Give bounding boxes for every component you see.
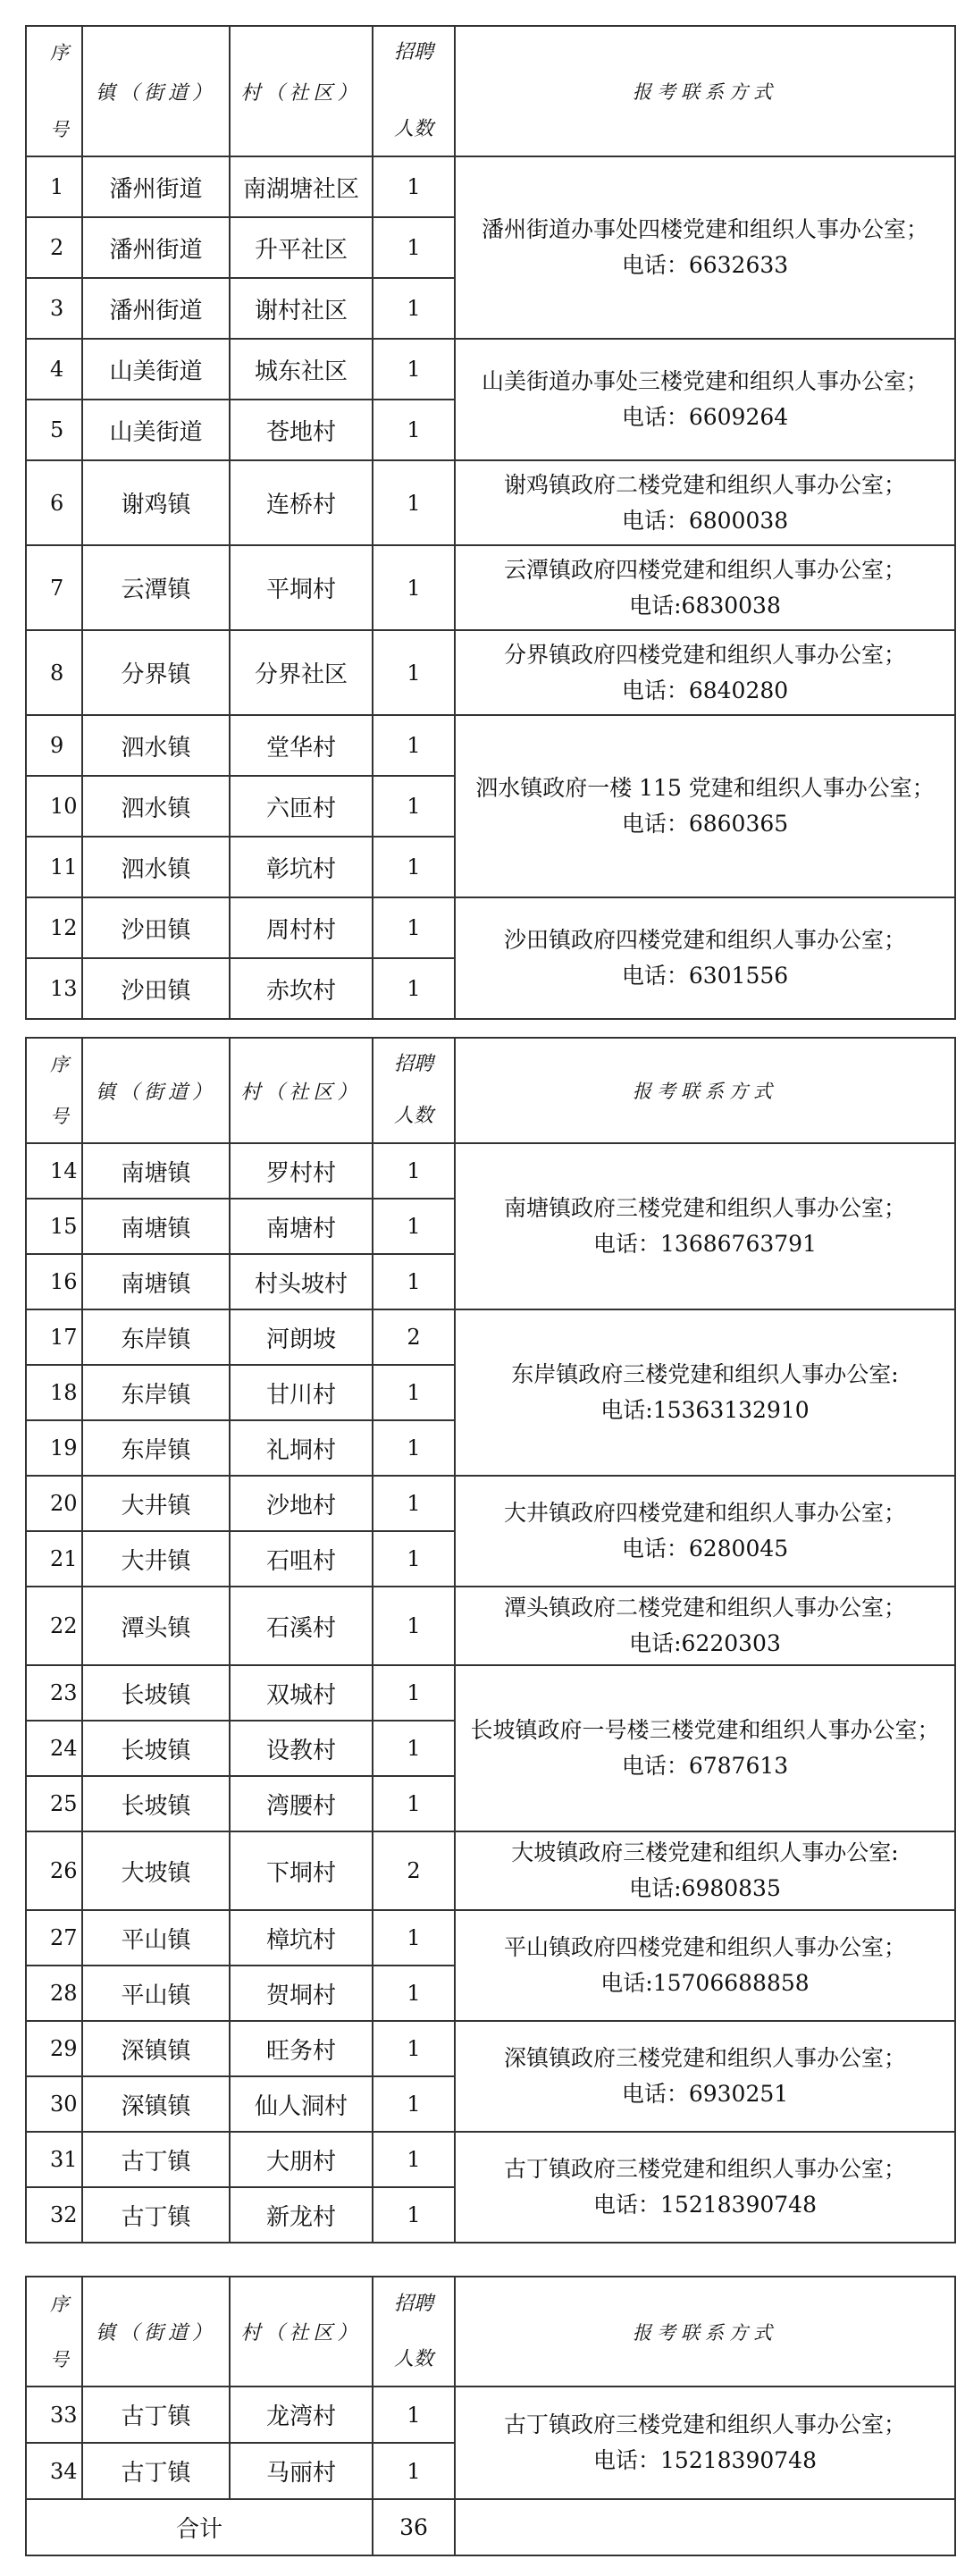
town-cell: 分界镇	[82, 630, 230, 715]
count-cell: 1	[373, 2132, 455, 2187]
contact-cell	[455, 2132, 955, 2243]
village-cell: 新龙村	[230, 2187, 373, 2243]
town-cell: 山美街道	[82, 339, 230, 400]
contact-office: 长坡镇政府一号楼三楼党建和组织人事办公室；	[470, 1717, 940, 1743]
count-cell: 1	[373, 1776, 455, 1831]
contact-cell	[455, 1831, 955, 1910]
village-cell: 礼垌村	[230, 1420, 373, 1476]
contact-phone: 电话：6787613	[621, 1753, 789, 1779]
town-cell: 东岸镇	[82, 1420, 230, 1476]
village-cell: 六匝村	[230, 776, 373, 837]
header-serial-cell	[26, 1038, 82, 1143]
table-row	[26, 545, 955, 630]
town-cell: 长坡镇	[82, 1665, 230, 1721]
count-cell: 1	[373, 776, 455, 837]
contact-cell	[455, 1143, 955, 1309]
header-town: 镇（街道）	[82, 26, 230, 156]
contact-office: 古丁镇政府三楼党建和组织人事办公室；	[503, 2156, 906, 2182]
count-cell: 1	[373, 1143, 455, 1199]
header-serial-cell	[26, 26, 82, 156]
village-cell: 下垌村	[230, 1831, 373, 1910]
town-cell: 古丁镇	[82, 2387, 230, 2443]
header-count-1: 招聘	[393, 1053, 433, 1075]
village-cell: 赤坎村	[230, 958, 373, 1019]
contact-phone: 电话：6632633	[621, 252, 789, 278]
recruitment-table-1	[25, 25, 956, 1020]
header-count-2: 人数	[393, 2347, 433, 2370]
table-row	[26, 715, 955, 776]
contact-phone: 电话：6840280	[621, 677, 789, 703]
count-cell: 1	[373, 715, 455, 776]
count-cell: 1	[373, 1254, 455, 1309]
serial-cell: 6	[26, 460, 82, 545]
serial-cell: 10	[26, 776, 82, 837]
village-cell: 分界社区	[230, 630, 373, 715]
table-row	[26, 897, 955, 958]
village-cell: 谢村社区	[230, 278, 373, 339]
count-cell: 1	[373, 1966, 455, 2021]
village-cell: 大朋村	[230, 2132, 373, 2187]
village-cell: 马丽村	[230, 2443, 373, 2499]
contact-office: 潭头镇政府二楼党建和组织人事办公室；	[503, 1595, 906, 1621]
serial-cell: 18	[26, 1365, 82, 1420]
count-cell: 1	[373, 545, 455, 630]
town-cell: 长坡镇	[82, 1776, 230, 1831]
village-cell: 石溪村	[230, 1587, 373, 1665]
town-cell: 泗水镇	[82, 837, 230, 897]
contact-cell	[455, 2021, 955, 2132]
count-cell: 1	[373, 156, 455, 217]
village-cell: 升平社区	[230, 217, 373, 278]
header-count-1: 招聘	[393, 2292, 433, 2315]
count-cell: 1	[373, 1420, 455, 1476]
village-cell: 南塘村	[230, 1199, 373, 1254]
serial-cell: 29	[26, 2021, 82, 2076]
serial-cell: 9	[26, 715, 82, 776]
total-label: 合计	[26, 2499, 373, 2555]
table-row	[26, 1587, 955, 1665]
village-cell: 双城村	[230, 1665, 373, 1721]
count-cell: 1	[373, 1665, 455, 1721]
contact-phone: 电话：6930251	[621, 2081, 789, 2107]
count-cell: 1	[373, 1587, 455, 1665]
village-cell: 罗村村	[230, 1143, 373, 1199]
count-cell: 2	[373, 1309, 455, 1365]
town-cell: 大坡镇	[82, 1831, 230, 1910]
contact-office: 山美街道办事处三楼党建和组织人事办公室；	[481, 368, 928, 394]
header-village: 村（社区）	[230, 26, 373, 156]
contact-phone: 电话:6980835	[629, 1875, 781, 1901]
header-town: 镇（街道）	[82, 1038, 230, 1143]
village-cell: 周村村	[230, 897, 373, 958]
serial-cell: 34	[26, 2443, 82, 2499]
serial-cell: 22	[26, 1587, 82, 1665]
table-row	[26, 2021, 955, 2076]
recruitment-table-3	[25, 2276, 956, 2556]
village-cell: 设教村	[230, 1721, 373, 1776]
count-cell: 1	[373, 958, 455, 1019]
count-cell: 1	[373, 1910, 455, 1966]
town-cell: 山美街道	[82, 400, 230, 460]
village-cell: 贺垌村	[230, 1966, 373, 2021]
town-cell: 沙田镇	[82, 897, 230, 958]
count-cell: 1	[373, 217, 455, 278]
table-row	[26, 1476, 955, 1531]
village-cell: 沙地村	[230, 1476, 373, 1531]
contact-cell	[455, 1309, 955, 1476]
count-cell: 1	[373, 837, 455, 897]
serial-cell: 30	[26, 2076, 82, 2132]
town-cell: 潘州街道	[82, 217, 230, 278]
count-cell: 1	[373, 2187, 455, 2243]
serial-cell: 2	[26, 217, 82, 278]
table-row	[26, 156, 955, 217]
serial-cell: 24	[26, 1721, 82, 1776]
count-cell: 1	[373, 460, 455, 545]
town-cell: 古丁镇	[82, 2443, 230, 2499]
town-cell: 潘州街道	[82, 156, 230, 217]
village-cell: 苍地村	[230, 400, 373, 460]
contact-cell	[455, 1665, 955, 1831]
count-cell: 1	[373, 1365, 455, 1420]
header-count-2: 人数	[393, 1105, 433, 1127]
serial-cell: 12	[26, 897, 82, 958]
count-cell: 1	[373, 1721, 455, 1776]
serial-cell: 17	[26, 1309, 82, 1365]
count-cell: 2	[373, 1831, 455, 1910]
town-cell: 平山镇	[82, 1910, 230, 1966]
serial-cell: 1	[26, 156, 82, 217]
contact-phone: 电话：13686763791	[593, 1231, 817, 1257]
serial-cell: 15	[26, 1199, 82, 1254]
serial-cell: 25	[26, 1776, 82, 1831]
total-blank-cell	[455, 2499, 955, 2555]
count-cell: 1	[373, 630, 455, 715]
contact-office: 东岸镇政府三楼党建和组织人事办公室:	[511, 1361, 899, 1387]
recruitment-table-2	[25, 1037, 956, 2243]
town-cell: 深镇镇	[82, 2021, 230, 2076]
village-cell: 城东社区	[230, 339, 373, 400]
serial-cell: 27	[26, 1910, 82, 1966]
serial-cell: 4	[26, 339, 82, 400]
village-cell: 堂华村	[230, 715, 373, 776]
serial-cell: 28	[26, 1966, 82, 2021]
contact-cell	[455, 545, 955, 630]
village-cell: 连桥村	[230, 460, 373, 545]
contact-cell	[455, 1910, 955, 2021]
town-cell: 泗水镇	[82, 715, 230, 776]
contact-cell	[455, 897, 955, 1019]
village-cell: 樟坑村	[230, 1910, 373, 1966]
header-serial-2: 号	[50, 1106, 69, 1127]
contact-office: 泗水镇政府一楼 115 党建和组织人事办公室；	[475, 775, 935, 801]
contact-cell	[455, 339, 955, 460]
contact-phone: 电话:15706688858	[600, 1970, 810, 1996]
village-cell: 湾腰村	[230, 1776, 373, 1831]
serial-cell: 26	[26, 1831, 82, 1910]
contact-office: 大井镇政府四楼党建和组织人事办公室；	[503, 1500, 906, 1526]
count-cell: 1	[373, 1199, 455, 1254]
contact-cell	[455, 1587, 955, 1665]
village-cell: 旺务村	[230, 2021, 373, 2076]
serial-cell: 20	[26, 1476, 82, 1531]
town-cell: 南塘镇	[82, 1143, 230, 1199]
village-cell: 石咀村	[230, 1531, 373, 1587]
header-village: 村（社区）	[230, 2277, 373, 2387]
count-cell: 1	[373, 2076, 455, 2132]
town-cell: 南塘镇	[82, 1199, 230, 1254]
total-value: 36	[373, 2499, 455, 2555]
header-village: 村（社区）	[230, 1038, 373, 1143]
table-row	[26, 1309, 955, 1365]
count-cell: 1	[373, 2021, 455, 2076]
village-cell: 河朗坡	[230, 1309, 373, 1365]
count-cell: 1	[373, 400, 455, 460]
town-cell: 大井镇	[82, 1476, 230, 1531]
contact-phone: 电话:6830038	[629, 592, 781, 619]
town-cell: 东岸镇	[82, 1365, 230, 1420]
town-cell: 大井镇	[82, 1531, 230, 1587]
town-cell: 沙田镇	[82, 958, 230, 1019]
serial-cell: 21	[26, 1531, 82, 1587]
contact-office: 古丁镇政府三楼党建和组织人事办公室；	[503, 2412, 906, 2437]
contact-cell	[455, 715, 955, 897]
serial-cell: 31	[26, 2132, 82, 2187]
table-row	[26, 1665, 955, 1721]
contact-office: 潘州街道办事处四楼党建和组织人事办公室；	[481, 216, 928, 242]
town-cell: 平山镇	[82, 1966, 230, 2021]
contact-office: 南塘镇政府三楼党建和组织人事办公室；	[503, 1195, 906, 1221]
count-cell: 1	[373, 278, 455, 339]
town-cell: 南塘镇	[82, 1254, 230, 1309]
table-row	[26, 2387, 955, 2443]
contact-phone: 电话:15363132910	[600, 1397, 810, 1423]
header-count-cell	[373, 1038, 455, 1143]
count-cell: 1	[373, 339, 455, 400]
header-town: 镇（街道）	[82, 2277, 230, 2387]
total-row	[26, 2499, 955, 2555]
village-cell: 仙人洞村	[230, 2076, 373, 2132]
table-row	[26, 1831, 955, 1910]
contact-office: 云潭镇政府四楼党建和组织人事办公室；	[503, 556, 906, 583]
header-count-cell	[373, 26, 455, 156]
town-cell: 古丁镇	[82, 2132, 230, 2187]
serial-cell: 32	[26, 2187, 82, 2243]
contact-cell	[455, 630, 955, 715]
contact-office: 谢鸡镇政府二楼党建和组织人事办公室；	[503, 471, 906, 498]
village-cell: 甘川村	[230, 1365, 373, 1420]
header-serial-2: 号	[50, 119, 69, 140]
town-cell: 长坡镇	[82, 1721, 230, 1776]
contact-phone: 电话：15218390748	[593, 2192, 817, 2218]
serial-cell: 14	[26, 1143, 82, 1199]
contact-cell	[455, 1476, 955, 1587]
header-serial-1: 序	[50, 1054, 69, 1075]
count-cell: 1	[373, 2443, 455, 2499]
contact-phone: 电话：6800038	[621, 507, 789, 534]
header-contact: 报考联系方式	[455, 1038, 955, 1143]
header-row	[26, 2277, 955, 2387]
contact-phone: 电话：6860365	[621, 811, 789, 837]
contact-phone: 电话：6609264	[621, 404, 789, 430]
header-serial-cell	[26, 2277, 82, 2387]
contact-cell	[455, 2387, 955, 2499]
contact-phone: 电话：6301556	[621, 963, 789, 989]
header-count-1: 招聘	[393, 41, 433, 63]
contact-cell	[455, 156, 955, 339]
contact-phone: 电话:6220303	[629, 1630, 781, 1656]
contact-phone: 电话：15218390748	[593, 2447, 817, 2473]
count-cell: 1	[373, 1531, 455, 1587]
town-cell: 泗水镇	[82, 776, 230, 837]
serial-cell: 19	[26, 1420, 82, 1476]
header-count-2: 人数	[393, 118, 433, 140]
serial-cell: 3	[26, 278, 82, 339]
header-row	[26, 1038, 955, 1143]
header-contact: 报考联系方式	[455, 2277, 955, 2387]
header-contact: 报考联系方式	[455, 26, 955, 156]
serial-cell: 13	[26, 958, 82, 1019]
contact-cell	[455, 460, 955, 545]
contact-office: 深镇镇政府三楼党建和组织人事办公室；	[503, 2045, 906, 2071]
contact-office: 大坡镇政府三楼党建和组织人事办公室:	[511, 1839, 899, 1865]
header-serial-1: 序	[50, 2293, 69, 2315]
serial-cell: 8	[26, 630, 82, 715]
town-cell: 谢鸡镇	[82, 460, 230, 545]
town-cell: 古丁镇	[82, 2187, 230, 2243]
table-row	[26, 630, 955, 715]
town-cell: 云潭镇	[82, 545, 230, 630]
village-cell: 彰坑村	[230, 837, 373, 897]
contact-office: 沙田镇政府四楼党建和组织人事办公室；	[503, 927, 906, 953]
table-row	[26, 460, 955, 545]
town-cell: 东岸镇	[82, 1309, 230, 1365]
serial-cell: 23	[26, 1665, 82, 1721]
town-cell: 潘州街道	[82, 278, 230, 339]
table-row	[26, 1143, 955, 1199]
village-cell: 龙湾村	[230, 2387, 373, 2443]
table-row	[26, 1910, 955, 1966]
village-cell: 村头坡村	[230, 1254, 373, 1309]
count-cell: 1	[373, 1476, 455, 1531]
contact-office: 分界镇政府四楼党建和组织人事办公室；	[503, 641, 906, 668]
header-serial-1: 序	[50, 42, 69, 63]
contact-office: 平山镇政府四楼党建和组织人事办公室；	[503, 1934, 906, 1960]
serial-cell: 33	[26, 2387, 82, 2443]
header-row	[26, 26, 955, 156]
serial-cell: 16	[26, 1254, 82, 1309]
serial-cell: 5	[26, 400, 82, 460]
town-cell: 深镇镇	[82, 2076, 230, 2132]
count-cell: 1	[373, 2387, 455, 2443]
table-row	[26, 2132, 955, 2187]
serial-cell: 11	[26, 837, 82, 897]
header-serial-2: 号	[50, 2348, 69, 2370]
village-cell: 平垌村	[230, 545, 373, 630]
serial-cell: 7	[26, 545, 82, 630]
table-row	[26, 339, 955, 400]
contact-phone: 电话：6280045	[621, 1536, 789, 1562]
header-count-cell	[373, 2277, 455, 2387]
count-cell: 1	[373, 897, 455, 958]
town-cell: 潭头镇	[82, 1587, 230, 1665]
village-cell: 南湖塘社区	[230, 156, 373, 217]
